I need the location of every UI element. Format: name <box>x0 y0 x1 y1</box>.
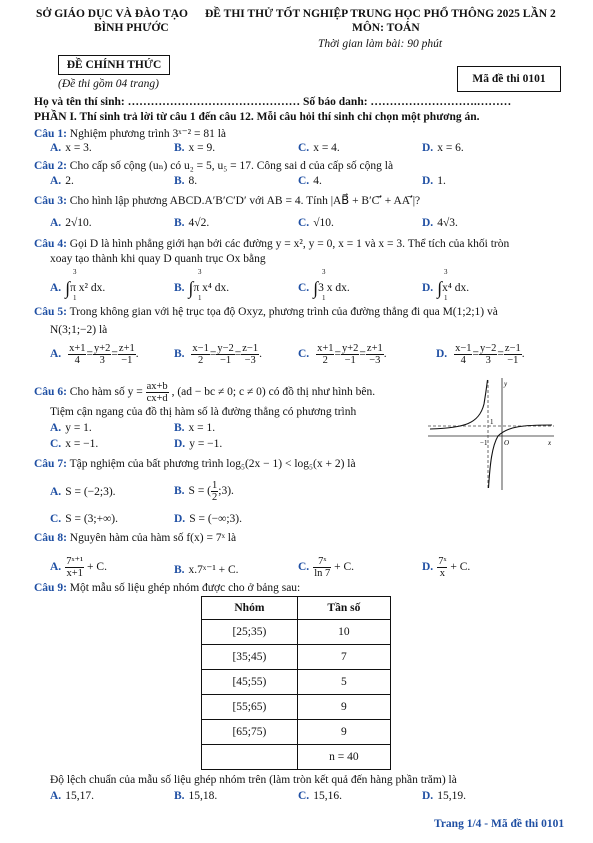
table-cell: 10 <box>297 620 390 645</box>
question-text: Trong không gian với hệ trục tọa độ Oxyz, phương trình của đường thẳng đi qua M(1;2;1) và <box>69 306 498 318</box>
question-3 <box>34 193 420 207</box>
table-cell: [35;45) <box>202 645 298 670</box>
question-6-line2: Tiệm cận ngang của đồ thị hàm số là đường thẳng có phương trình <box>50 406 357 418</box>
table-header-row <box>202 597 391 620</box>
question-label: Câu 1: <box>34 128 67 140</box>
table-total-row <box>202 745 391 770</box>
exam-title: ĐỀ THI THỬ TỐT NGHIỆP TRUNG HỌC PHỔ THÔNG 2025 LẦN 2 <box>205 8 556 20</box>
option-b[interactable]: B. ∫π x⁴ dx. <box>174 278 230 298</box>
option-a[interactable]: A. 15,17. <box>50 790 94 802</box>
grouped-data-table <box>201 596 391 770</box>
integral-lower-d: 1 <box>444 294 448 302</box>
integral-lower-c: 1 <box>322 294 326 302</box>
question-text: Nguyên hàm của hàm số f(x) = 7ˣ là <box>69 532 237 544</box>
option-d[interactable]: D. y = −1. <box>174 438 223 450</box>
page-footer: Trang 1/4 - Mã đề thi 0101 <box>434 818 565 830</box>
table-cell: [55;65) <box>202 695 298 720</box>
question-label: Câu 6: <box>34 386 67 399</box>
option-c[interactable]: C. x = −1. <box>50 438 99 450</box>
question-text: Cho hình lập phương ABCD.A′B′C′D′ với AB = 4. Tính |AB⃗ + B′C′⃗ + AA′⃗|? <box>69 195 421 207</box>
province-name: BÌNH PHƯỚC <box>94 22 169 34</box>
table-header-cell: Nhóm <box>202 597 298 620</box>
option-d[interactable]: D. 15,19. <box>422 790 466 802</box>
option-c[interactable]: C. $\frac{\text{7ˣ}}{\ln 7}$ + C. <box>298 556 355 579</box>
origin-label: O <box>504 439 510 447</box>
table-total: n = 40 <box>297 745 390 770</box>
option-a[interactable]: A. 2√10. <box>50 217 92 229</box>
option-b[interactable]: B. x = 9. <box>174 142 216 154</box>
question-4 <box>34 238 509 250</box>
graph-branch-left <box>430 380 488 429</box>
function-graph <box>424 374 558 492</box>
tick-label-one: 1 <box>490 418 494 426</box>
option-d[interactable]: D. S = (−∞;3). <box>174 513 242 525</box>
tick-label-neg-one: −1 <box>480 439 488 447</box>
name-line: Họ và tên thí sinh: ……………………………………… Số báo danh: ……………………….……… <box>34 96 512 108</box>
integral-upper-a: 3 <box>73 268 77 276</box>
y-axis-label: y <box>504 380 508 388</box>
table-header-cell: Tần số <box>297 597 390 620</box>
option-c[interactable]: C. 15,16. <box>298 790 342 802</box>
question-5 <box>34 306 498 318</box>
table-cell: [65;75) <box>202 720 298 745</box>
option-c[interactable]: C. ∫3 x dx. <box>298 278 350 298</box>
question-5-line2: N(3;1;−2) là <box>50 324 108 336</box>
question-1 <box>34 126 226 140</box>
x-axis-label: x <box>548 439 552 447</box>
question-6: Câu 6: Cho hàm số y = $\frac{ax+b}{cx+d}$ , (ad − bc ≠ 0; c ≠ 0) có đồ thị như hình bên. <box>34 381 376 404</box>
integral-upper-b: 3 <box>198 268 202 276</box>
option-d[interactable]: D. $\frac{\text{7ˣ}}{x}$ + C. <box>422 556 471 579</box>
integral-upper-c: 3 <box>322 268 326 276</box>
option-c[interactable]: C. 4. <box>298 175 322 187</box>
option-a[interactable]: A. ∫π x² dx. <box>50 278 106 298</box>
table-row <box>202 720 391 745</box>
table-cell: [45;55) <box>202 670 298 695</box>
pages-note: (Đề thi gồm 04 trang) <box>58 78 159 90</box>
table-row <box>202 620 391 645</box>
option-a[interactable]: A. y = 1. <box>50 422 92 434</box>
option-c[interactable]: C. √10. <box>298 217 334 229</box>
option-b[interactable]: B. S = ( $\frac{1}{2}$ ;3). <box>174 480 234 503</box>
table-row <box>202 695 391 720</box>
subject: MÔN: TOÁN <box>352 22 420 34</box>
graph-branch-right <box>489 425 553 488</box>
option-c[interactable]: C. x = 4. <box>298 142 340 154</box>
option-a[interactable]: A. $\frac{\text{7ˣ⁺¹}}{x+1}$ + C. <box>50 556 107 579</box>
option-b[interactable]: B. 8. <box>174 175 198 187</box>
option-b[interactable]: B. x.7ˣ⁻¹ + C. <box>174 564 239 576</box>
option-c[interactable]: C. S = (3;+∞). <box>50 513 118 525</box>
option-d[interactable]: D. 4√3. <box>422 217 458 229</box>
option-d[interactable]: D. ∫x⁴ dx. <box>422 278 470 298</box>
official-label: ĐỀ CHÍNH THỨC <box>58 55 170 75</box>
question-label: Câu 9: <box>34 582 67 594</box>
option-b[interactable]: B. x = 1. <box>174 422 216 434</box>
question-2 <box>34 158 393 172</box>
table-cell: 5 <box>297 670 390 695</box>
option-d[interactable]: D. $\frac{x-1}{4}$ = $\frac{y-2}{3}$ = $\frac{z-1}{-1}$ . <box>436 343 525 366</box>
option-a[interactable]: A. $\frac{x+1}{4}$ = $\frac{y+2}{3}$ = $\frac{z+1}{-1}$ . <box>50 343 139 366</box>
duration: Thời gian làm bài: 90 phút <box>318 38 443 50</box>
option-b[interactable]: B. 4√2. <box>174 217 210 229</box>
question-label: Câu 7: <box>34 458 67 470</box>
option-d[interactable]: D. 1. <box>422 175 446 187</box>
question-8 <box>34 532 236 544</box>
integral-lower-b: 1 <box>198 294 202 302</box>
question-9-line2: Độ lệch chuẩn của mẫu số liệu ghép nhóm trên (làm tròn kết quả đến hàng phần trăm) là <box>50 774 457 786</box>
question-label: Câu 8: <box>34 532 67 544</box>
table-cell: 9 <box>297 720 390 745</box>
question-label: Câu 2: <box>34 160 67 172</box>
option-d[interactable]: D. x = 6. <box>422 142 464 154</box>
option-c[interactable]: C. $\frac{x+1}{2}$ = $\frac{y+2}{-1}$ = $\frac{z+1}{-3}$ . <box>298 343 387 366</box>
table-cell: [25;35) <box>202 620 298 645</box>
table-cell: 7 <box>297 645 390 670</box>
department-name: SỞ GIÁO DỤC VÀ ĐÀO TẠO <box>36 8 188 20</box>
table-row <box>202 645 391 670</box>
option-a[interactable]: A. 2. <box>50 175 74 187</box>
option-b[interactable]: B. 15,18. <box>174 790 218 802</box>
integral-lower-a: 1 <box>73 294 77 302</box>
question-text: Cho cấp số cộng (uₙ) có u₂ = 5, u₅ = 17. Công sai d của cấp số cộng là <box>69 160 394 172</box>
question-7 <box>34 458 356 470</box>
integral-upper-d: 3 <box>444 268 448 276</box>
question-9 <box>34 582 300 594</box>
question-text: Gọi D là hình phẳng giới hạn bởi các đường y = x², y = 0, x = 1 và x = 3. Thể tích của khối tròn <box>69 238 510 250</box>
table-cell: 9 <box>297 695 390 720</box>
question-4-line2: xoay tạo thành khi quay D quanh trục Ox bằng <box>50 253 266 265</box>
option-a[interactable]: A. x = 3. <box>50 142 92 154</box>
question-text: Nghiệm phương trình 3ˣ⁻² = 81 là <box>69 128 226 140</box>
table-row <box>202 670 391 695</box>
exam-code: Mã đề thi 0101 <box>457 66 561 92</box>
question-label: Câu 4: <box>34 238 67 250</box>
question-text: Tập nghiệm của bất phương trình log₅(2x − 1) < log₅(x + 2) là <box>69 458 356 470</box>
question-label: Câu 5: <box>34 306 67 318</box>
question-label: Câu 3: <box>34 195 67 207</box>
option-a[interactable]: A. S = (−2;3). <box>50 486 116 498</box>
part-title: PHẦN I. Thí sinh trả lời từ câu 1 đến câu 12. Mỗi câu hỏi thí sinh chỉ chọn một phương án. <box>34 111 480 123</box>
option-b[interactable]: B. $\frac{x-1}{2}$ = $\frac{y-2}{-1}$ = $\frac{z-1}{-3}$ . <box>174 343 262 366</box>
question-text: Một mẫu số liệu ghép nhóm được cho ở bảng sau: <box>69 582 301 594</box>
